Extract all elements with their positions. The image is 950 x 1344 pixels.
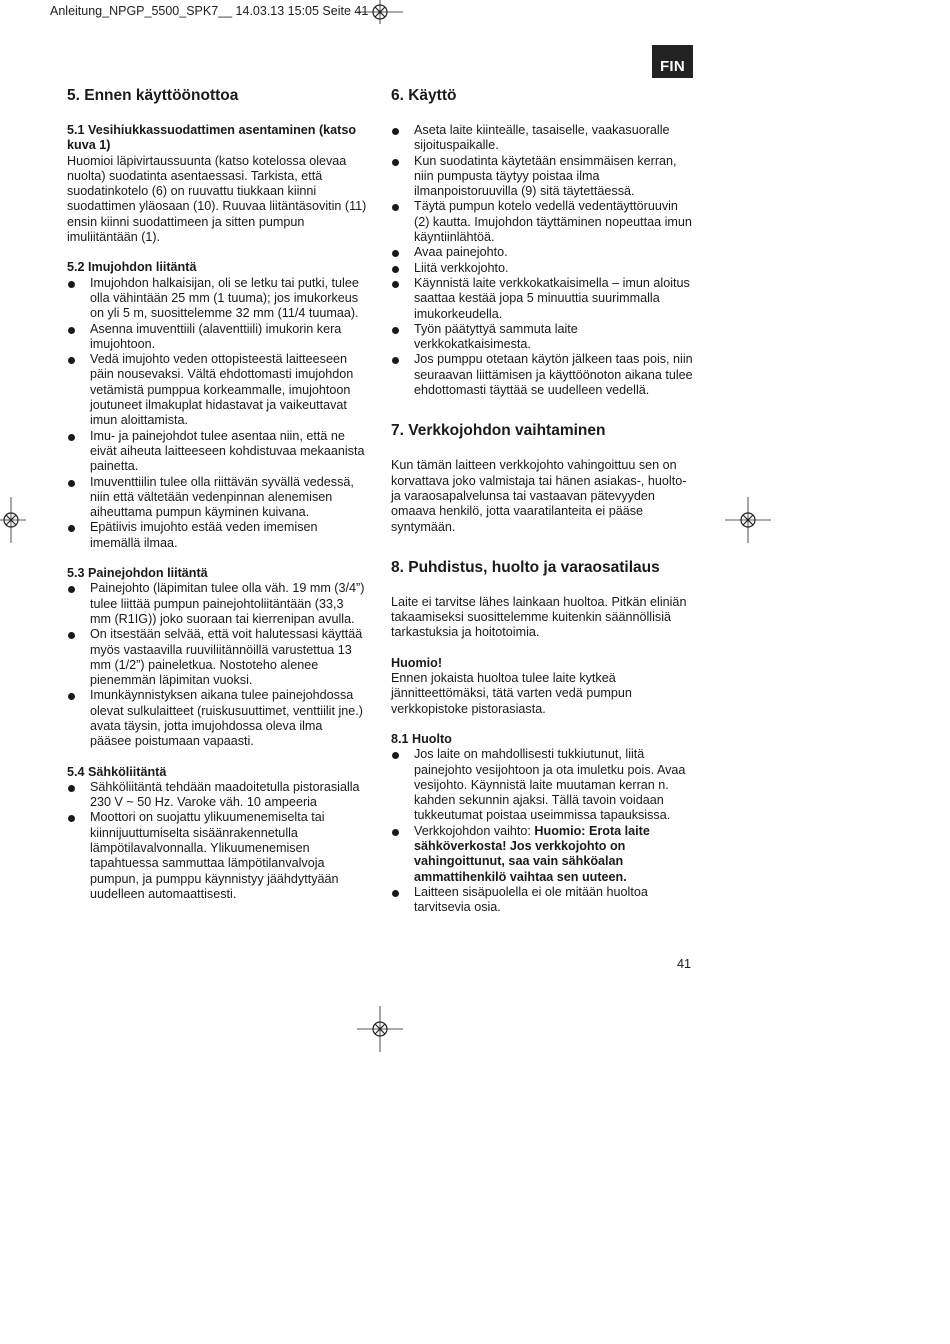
- subsection-5-3: [67, 566, 367, 750]
- list-item: Aseta laite kiinteälle, tasaiselle, vaakasuoralle sijoituspaikalle.: [391, 123, 696, 154]
- list-item: Painejohto (läpimitan tulee olla väh. 19 mm (3/4”) tulee liittää pumpun painejohtoliitäntään (33,3 mm (R1IG)) joko suoraan tai kierrenipan avulla.: [67, 581, 367, 627]
- registration-mark-left-icon: [0, 497, 26, 543]
- list-item: Epätiivis imujohto estää veden imemisen imemällä ilmaa.: [67, 520, 367, 551]
- subsection-title-8-1: 8.1 Huolto: [391, 731, 452, 746]
- left-column: [67, 86, 367, 917]
- list-item: Jos laite on mahdollisesti tukkiutunut, liitä painejohto vesijohtoon ja ota imuletku pois. Avaa vesijohto. Käynnistä laite muutaman kerran n. kahden sekunnin ajaksi. Tällä tavoin voidaan tukkeutumat poistaa useimmissa tapauksissa.: [391, 747, 696, 823]
- list-item: Työn päätyttyä sammuta laite verkkokatkaisimesta.: [391, 322, 696, 353]
- subsection-5-4: [67, 765, 367, 903]
- list-item: Asenna imuventtiili (alaventtiili) imukorin kera imujohtoon.: [67, 322, 367, 353]
- print-header-line: Anleitung_NPGP_5500_SPK7__ 14.03.13 15:05 Seite 41: [50, 4, 369, 18]
- list-item: Käynnistä laite verkkokatkaisimella – imun aloitus saattaa kestää jopa 5 minuuttia suurimmalla imukorkeudella.: [391, 276, 696, 322]
- subsection-title-5-2: 5.2 Imujohdon liitäntä: [67, 260, 197, 275]
- list-item: [391, 824, 696, 885]
- section-title-5: 5. Ennen käyttöönottoa: [67, 87, 239, 104]
- list-item: Täytä pumpun kotelo vedellä vedentäyttöruuvin (2) kautta. Imujohdon täyttäminen nopeuttaa imun käyntiinlähtöä.: [391, 199, 696, 245]
- list-item: Imuventtiilin tulee olla riittävän syvällä vedessä, niin että vältetään vedenpinnan alenemisen aiheuttama pumpun käyminen kuivana.: [67, 475, 367, 521]
- registration-mark-top-icon: [357, 0, 403, 24]
- list-item: Sähköliitäntä tehdään maadoitetulla pistorasialla 230 V ~ 50 Hz. Varoke väh. 10 ampeeria: [67, 780, 367, 811]
- list-item: Imunkäynnistyksen aikana tulee painejohdossa olevat sulkulaitteet (ruiskusuuttimet, venttiilit jne.) avata täysin, jotta imujohdossa oleva ilma pääsee poistumaan vapaasti.: [67, 688, 367, 749]
- list-item: Imujohdon halkaisijan, oli se letku tai putki, tulee olla vähintään 25 mm (1 tuuma); jos imukorkeus on yli 5 m, suosittelemme 32 mm (11/4 tuumaa).: [67, 276, 367, 322]
- list-item: Laitteen sisäpuolella ei ole mitään huoltoa tarvitsevia osia.: [391, 885, 696, 916]
- bullet-list-5-4: [67, 780, 367, 902]
- section-title-6: 6. Käyttö: [391, 87, 457, 104]
- bullet-list-8-1: [391, 747, 696, 915]
- note-block: [391, 656, 696, 717]
- bullet-list-5-2: [67, 276, 367, 551]
- right-column: [391, 86, 696, 915]
- section-title-7: 7. Verkkojohdon vaihtaminen: [391, 422, 606, 440]
- section-text-8: Laite ei tarvitse lähes lainkaan huoltoa. Pitkän eliniän takaamiseksi suosittelemme kuitenkin säännöllisiä tarkastuksia ja hoitotoimia.: [391, 594, 687, 640]
- section-text-7: Kun tämän laitteen verkkojohto vahingoittuu sen on korvattava joko valmistaja tai hänen asiakas-, huolto- ja varaosapalvelunsa tai vastaavan pätevyyden omaava henkilö, jotta vaaratilanteita ei pääse syntymään.: [391, 458, 687, 534]
- list-item: Imu- ja painejohdot tulee asentaa niin, että ne eivät aiheuta laitteeseen kohdistuvaa mekaanista painetta.: [67, 429, 367, 475]
- note-text: Ennen jokaista huoltoa tulee laite kytkeä jännitteettömäksi, tätä varten vedä pumpun verkkopistoke pistorasiasta.: [391, 671, 632, 716]
- registration-mark-right-icon: [725, 497, 771, 543]
- registration-mark-bottom-icon: [357, 1006, 403, 1052]
- language-tab: FIN: [652, 45, 693, 78]
- subsection-text-5-1: Huomioi läpivirtaussuunta (katso kotelossa olevaa nuolta) suodatinta asentaessasi. Tarkista, että suodatinkotelo (6) on ruuvattu tiukkaan kiinni suodattimen yläosaan (10). Ruuvaa liitäntäsovitin (11) ensin kiinni suodattimeen ja sitten pumpun imuliitäntään (1).: [67, 153, 367, 245]
- list-item: Kun suodatinta käytetään ensimmäisen kerran, niin pumpusta täytyy poistaa ilma ilmanpoistoruuvilla (9) sitä täytettäessä.: [391, 154, 696, 200]
- note-label: Huomio!: [391, 655, 443, 670]
- list-item: Avaa painejohto.: [391, 245, 696, 260]
- section-title-8: 8. Puhdistus, huolto ja varaosatilaus: [391, 558, 660, 576]
- page-number: 41: [677, 957, 692, 971]
- subsection-title-5-4: 5.4 Sähköliitäntä: [67, 764, 167, 779]
- list-item-warning: Huomio: Erota laite sähköverkosta! Jos verkkojohto on vahingoittunut, saa vain sähköalan ammattihenkilö vaihtaa sen uuteen.: [414, 823, 650, 884]
- list-item: Vedä imujohto veden ottopisteestä laitteeseen päin nousevaksi. Vältä ehdottomasti imujohdon vetämistä pumppua korkeammalle, imujohtoon joutuneet ilmakuplat hidastavat ja vaikeuttavat imun aloittamista.: [67, 352, 367, 428]
- subsection-title-5-3: 5.3 Painejohdon liitäntä: [67, 566, 208, 581]
- subsection-5-2: [67, 260, 367, 551]
- list-item: On itsestään selvää, että voit halutessasi käyttää myös vastaavilla ruuviliitännöillä varustettua 13 mm (1/2”) paineletkua. Nostoteho alenee pienemmän läpimitan vuoksi.: [67, 627, 367, 688]
- subsection-8-1: [391, 732, 696, 916]
- list-item: Moottori on suojattu ylikuumenemiselta tai kiinnijuuttumiselta sisäänrakennetulla lämpötilavalvonnalla. Ylikuumenemisen tapahtuessa sammuttaa lämpötilanvalvoja pumpun, ja pumppu käynnistyy jäähdyttyään uudelleen automaattisesti.: [67, 810, 367, 902]
- bullet-list-5-3: [67, 581, 367, 749]
- subsection-5-1: [67, 123, 367, 245]
- list-item-prefix: Verkkojohdon vaihto:: [414, 823, 535, 838]
- bullet-list-6: [391, 123, 696, 398]
- list-item: Jos pumppu otetaan käytön jälkeen taas pois, niin seuraavan liittämisen ja käyttöönoton aikana tulee ehdottomasti täyttää se uudelleen vedellä.: [391, 352, 696, 398]
- list-item: Liitä verkkojohto.: [391, 261, 696, 276]
- subsection-title-5-1: 5.1 Vesihiukkassuodattimen asentaminen (katso kuva 1): [67, 123, 357, 153]
